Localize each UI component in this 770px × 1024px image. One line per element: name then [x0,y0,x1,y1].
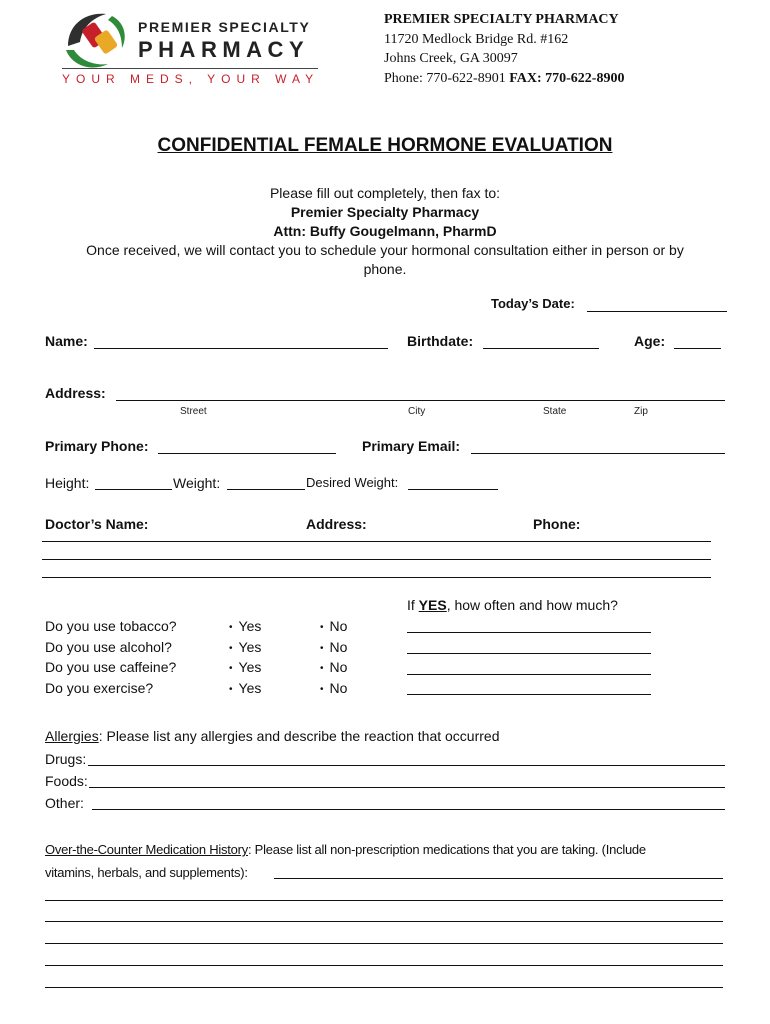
no-option-exercise[interactable] [320,680,347,696]
otc-field-4[interactable] [45,943,723,944]
instructions-line-3: Attn: Buffy Gougelmann, PharmD [273,223,497,239]
otc-field-2[interactable] [45,900,723,901]
answer-field-tobacco[interactable] [407,632,651,633]
allergies-heading [45,728,499,744]
doctor-name-label: Doctor’s Name: [45,516,149,532]
no-label: No [329,659,348,675]
instructions-line-5: phone. [363,261,407,277]
answer-field-caffeine[interactable] [407,674,651,675]
desired-weight-label: Desired Weight: [306,475,399,490]
yes-option-tobacco[interactable] [229,618,261,634]
weight-label: Weight: [173,475,221,491]
otc-heading-label: Over-the-Counter Medication History [45,842,248,857]
bullet-icon: • [320,622,324,633]
bullet-icon: • [229,622,233,633]
allergies-drugs-label: Drugs: [45,751,87,767]
address-state-caption: State [543,406,567,417]
allergies-other-field[interactable] [92,809,725,810]
allergies-foods-label: Foods: [45,773,88,789]
pharmacy-logo [58,6,320,88]
yes-label: Yes [238,680,262,696]
instructions [40,184,730,279]
otc-field-5[interactable] [45,965,723,966]
yes-label: Yes [238,618,262,634]
answer-field-alcohol[interactable] [407,653,651,654]
lifestyle-prompt-yes: YES [418,597,447,613]
todays-date-field[interactable] [587,311,727,312]
weight-field[interactable] [227,489,305,490]
pharmacy-phone-fax [384,69,624,89]
desired-weight-field[interactable] [408,489,498,490]
age-field[interactable] [674,348,721,349]
pharmacy-fax: FAX: 770-622-8900 [509,70,625,86]
address-zip-caption: Zip [634,406,648,417]
bullet-icon: • [229,684,233,695]
lifestyle-prompt [407,597,618,613]
instructions-line-4: Once received, we will contact you to schedule your hormonal consultation either in person or by [86,242,684,258]
address-field[interactable] [116,400,725,401]
no-option-alcohol[interactable] [320,639,347,655]
answer-field-exercise[interactable] [407,694,651,695]
pharmacy-name: PREMIER SPECIALTY PHARMACY [384,12,619,27]
birthdate-field[interactable] [483,348,599,349]
otc-heading-text: : Please list all non-prescription medications that you are taking. (Include [247,842,646,857]
instructions-line-1: Please fill out completely, then fax to: [269,185,501,201]
question-alcohol: Do you use alcohol? [45,639,172,655]
name-label: Name: [45,333,88,349]
logo-emblem-icon [58,6,138,76]
height-field[interactable] [95,489,172,490]
allergies-other-label: Other: [45,795,84,811]
doctor-line-2[interactable] [42,559,711,560]
address-street-caption: Street [180,406,207,417]
pharmacy-contact [384,10,624,88]
bullet-icon: • [320,643,324,654]
pharmacy-phone: Phone: 770-622-8901 [384,70,506,86]
primary-phone-label: Primary Phone: [45,438,149,454]
question-caffeine: Do you use caffeine? [45,659,177,675]
no-label: No [329,680,348,696]
yes-option-caffeine[interactable] [229,659,261,675]
no-label: No [329,618,348,634]
otc-heading [45,842,646,857]
logo-line-2: PHARMACY [138,37,310,62]
bullet-icon: • [229,643,233,654]
pharmacy-address-2: Johns Creek, GA 30097 [384,51,518,66]
doctor-phone-label: Phone: [533,516,581,532]
height-label: Height: [45,475,90,491]
doctor-line-1[interactable] [42,541,711,542]
doctor-address-label: Address: [306,516,367,532]
birthdate-label: Birthdate: [407,333,474,349]
otc-field-3[interactable] [45,921,723,922]
no-label: No [329,639,348,655]
otc-field-1[interactable] [274,878,723,879]
address-label: Address: [45,385,106,401]
question-exercise: Do you exercise? [45,680,154,696]
yes-option-alcohol[interactable] [229,639,261,655]
form-title: CONFIDENTIAL FEMALE HORMONE EVALUATION [157,135,613,156]
question-tobacco: Do you use tobacco? [45,618,177,634]
age-label: Age: [634,333,666,349]
primary-email-field[interactable] [471,453,725,454]
bullet-icon: • [320,663,324,674]
lifestyle-prompt-prefix: If [407,597,419,613]
allergies-heading-text: : Please list any allergies and describe the reaction that occurred [98,728,500,744]
otc-field-6[interactable] [45,987,723,988]
address-city-caption: City [408,406,426,417]
primary-phone-field[interactable] [158,453,336,454]
allergies-foods-field[interactable] [89,787,725,788]
no-option-tobacco[interactable] [320,618,347,634]
logo-divider [62,68,318,69]
yes-label: Yes [238,659,262,675]
lifestyle-prompt-suffix: , how often and how much? [446,597,618,613]
primary-email-label: Primary Email: [362,438,461,454]
logo-line-1: PREMIER SPECIALTY [138,19,311,35]
doctor-line-3[interactable] [42,577,711,578]
bullet-icon: • [229,663,233,674]
bullet-icon: • [320,684,324,695]
allergies-drugs-field[interactable] [88,765,725,766]
name-field[interactable] [94,348,388,349]
allergies-heading-label: Allergies [45,728,99,744]
otc-line-2-label: vitamins, herbals, and supplements): [45,865,248,880]
logo-tagline: YOUR MEDS, YOUR WAY [62,72,320,86]
no-option-caffeine[interactable] [320,659,347,675]
yes-label: Yes [238,639,262,655]
instructions-line-2: Premier Specialty Pharmacy [290,204,480,220]
pharmacy-address-1: 11720 Medlock Bridge Rd. #162 [384,31,569,47]
yes-option-exercise[interactable] [229,680,261,696]
todays-date-label: Today’s Date: [491,296,575,311]
